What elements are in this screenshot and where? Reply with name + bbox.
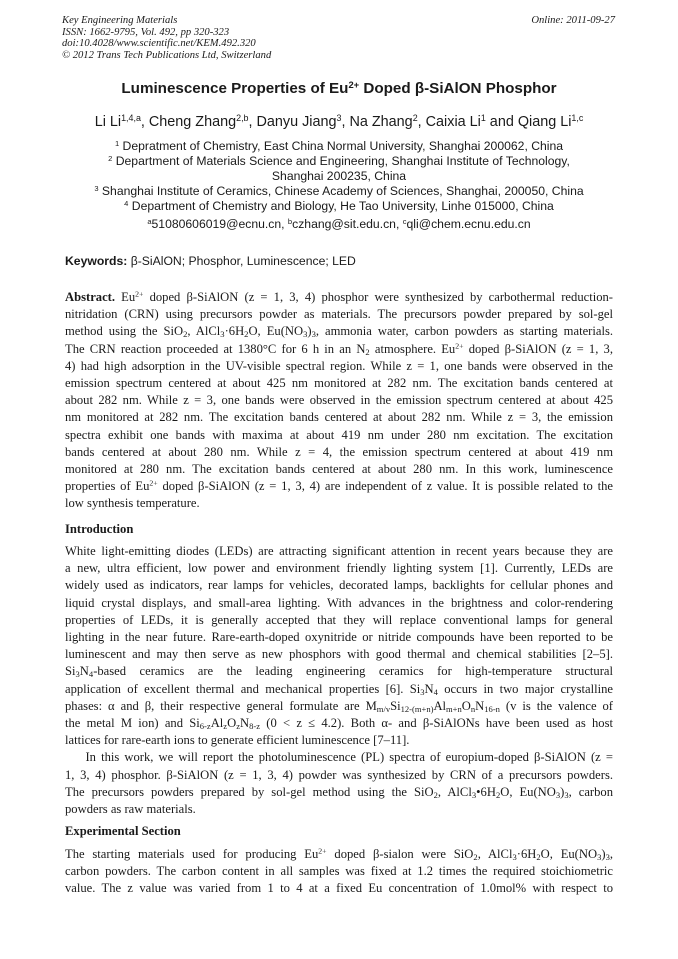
experimental-heading: Experimental Section	[65, 824, 181, 838]
affiliation-3: $^3$ Shanghai Institute of Ceramics, Chinese Academy of Sciences, Shanghai, 200050, China	[94, 183, 584, 198]
exp-line: The starting materials used for producing $Eu^{2+}$ doped β-sialon were SiO$_2$, $AlCl_3\cdot 6H_2O$, $Eu(NO_3)_3$,	[65, 846, 613, 863]
abstract-line: low synthesis temperature.	[65, 496, 200, 511]
keywords-text: β-SiAlON; Phosphor, Luminescence; LED	[130, 254, 356, 268]
exp-line: carbon powders. The carbon content in all samples was fixed at 1.2 times the required stoichiometric	[65, 864, 613, 879]
journal-header	[62, 15, 271, 61]
abstract-line: method using the SiO$_2$, $AlCl_3\cdot 6H_2O$, $Eu(NO_3)_3$, ammonia water, carbon powders as starting materials.	[65, 324, 613, 340]
intro-line: application of excellent thermal and mechanical properties [6]. $Si_3N_4$ occurs in two major crystalline	[65, 681, 613, 697]
abstract-line: Abstract. $Eu^{2+}$ doped β-SiAlON (z = 1, 3, 4) phosphor were synthesized by carbothermal reduction-	[65, 289, 613, 304]
abstract-line: nm monitored at 282 nm. The excitation bands centered at about 282 nm. While z = 3, the emission	[65, 410, 613, 425]
intro-line: a new, ultra efficient, low power and environment friendly lighting system [1]. Currently, LEDs are	[65, 561, 613, 576]
affiliation-2-cont: Shanghai 200235, China	[271, 168, 407, 183]
introduction-heading: Introduction	[65, 522, 134, 536]
intro-line: the metal M ion) and $Si_{6-z}Al_zO_zN_{8-z}$ (0 < z ≤ 4.2). Both α- and β-SiAlONs have been used as host	[65, 716, 613, 732]
online-date: Online: 2011-09-27	[531, 15, 615, 26]
intro-line: properties of LEDs, it is generally accepted that they will replace conventional lamps for general	[65, 612, 613, 627]
abstract-line: properties of $Eu^{2+}$ doped β-SiAlON (z = 1, 3, 4) are independent of z value. It is possible related to the	[65, 478, 613, 494]
intro-line: 1, 3, 4) phosphor. β-SiAlON (z = 1, 3, 4) powder was synthesized by CRN of a precursors powders.	[65, 767, 613, 782]
journal-name: Key Engineering Materials	[62, 15, 178, 26]
affiliation-2: $^2$ Department of Materials Science and Engineering, Shanghai Institute of Technology,	[108, 153, 570, 168]
affiliation-4: $^4$ Department of Chemistry and Biology, He Tao University, Linhe 015000, China	[124, 198, 554, 213]
abstract-line: The CRN reaction proceeded at 1380°C for 6 h in an $N_2$ atmosphere. $Eu^{2+}$ doped β-SiAlON (z = 1, 3,	[65, 341, 613, 357]
journal-issn: ISSN: 1662-9795, Vol. 492, pp 320-323	[62, 26, 230, 38]
intro-line: lattices for rare-earth ions to generate efficient luminescence [7–11].	[65, 733, 410, 748]
intro-line: luminescent and may then serve as new phosphors with good thermal and chemical stabilities [2–5].	[65, 647, 613, 662]
intro-line: liquid crystal displays, and small-area lighting. With advances in the brightness and color-rendering	[65, 595, 613, 610]
journal-doi: doi:10.4028/www.scientific.net/KEM.492.320	[62, 38, 256, 50]
abstract	[65, 289, 613, 513]
exp-line: value. The z value was varied from 1 to 4 at a fixed Eu concentration of 1.0mol% with respect to	[65, 881, 613, 896]
keywords-label: Keywords:	[65, 254, 128, 268]
intro-line: $Si_3N_4$-based ceramics are the leading engineering ceramics for high-temperature structural	[65, 664, 613, 680]
abstract-line: bands centered at about 280 nm. While z = 4, the emission spectrum centered at about 419 nm	[65, 444, 613, 459]
author-list: Li Li$^{1,4,a}$, Cheng Zhang$^{2,b}$, Danyu Jiang$^3$, Na Zhang$^2$, Caixia Li$^1$ and Qiang Li$^{1,c}$	[94, 113, 584, 130]
intro-line: The precursors powders prepared by sol-gel method using the SiO$_2$, $AlCl_3•6H_2O$, $Eu(NO_3)_3$, carbon	[65, 784, 613, 800]
intro-line: lighting in the near future. Rare-earth-doped oxynitride or nitride compounds have been reported to be	[65, 630, 613, 645]
journal-copyright: © 2012 Trans Tech Publications Ltd, Switzerland	[62, 49, 272, 61]
paper-title: Luminescence Properties of $Eu^{2+}$ Doped β-SiAlON Phosphor	[121, 78, 557, 97]
abstract-line: monitored at 280 nm. The excitation bands centered at about 280 nm. In this work, luminescence	[65, 462, 613, 477]
abstract-line: 4) had high adsorption in the UV-visible spectral region. While z = 1, one bands were observed in the	[65, 358, 613, 373]
intro-line: widely used as indicators, rear lamps for vehicles, decorated lamps, backlights for cellular phones and	[65, 578, 613, 593]
keywords	[65, 254, 356, 268]
intro-line: phases: α and β, their respective general formulate are $M_{m/v}Si_{12-(m+n)}Al_{m+n}O_nN_{16-n}$ (v is the valence of	[65, 698, 613, 714]
abstract-line: nitridation (CRN) using precursors powder as materials. The precursors powder prepared by sol-gel	[65, 307, 613, 322]
abstract-line: about 282 nm. While z = 3, one bands were observed in the emission spectrum centered at about 425	[65, 393, 613, 408]
abstract-line: spectra exhibit one bands with maxima at about 419 nm under 280 nm excitation. The excitation	[65, 427, 613, 442]
intro-line: In this work, we will report the photoluminescence (PL) spectra of europium-doped β-SiAlON (z =	[65, 750, 613, 765]
intro-line: powders as raw materials.	[65, 802, 196, 817]
experimental-body	[65, 846, 613, 898]
introduction-body	[65, 543, 613, 818]
author-emails: $^a$51080606019@ecnu.cn, $^b$czhang@sit.edu.cn, $^c$qli@chem.ecnu.edu.cn	[147, 216, 531, 231]
intro-line: White light-emitting diodes (LEDs) are attracting significant attention in recent years because they are	[65, 544, 613, 558]
affiliation-1: $^1$ Depratment of Chemistry, East China Normal University, Shanghai 200062, China	[114, 138, 564, 153]
abstract-line: emission spectrum centered at about 425 nm monitored at 282 nm. The excitation bands centered at	[65, 376, 613, 391]
affiliations	[0, 139, 678, 214]
